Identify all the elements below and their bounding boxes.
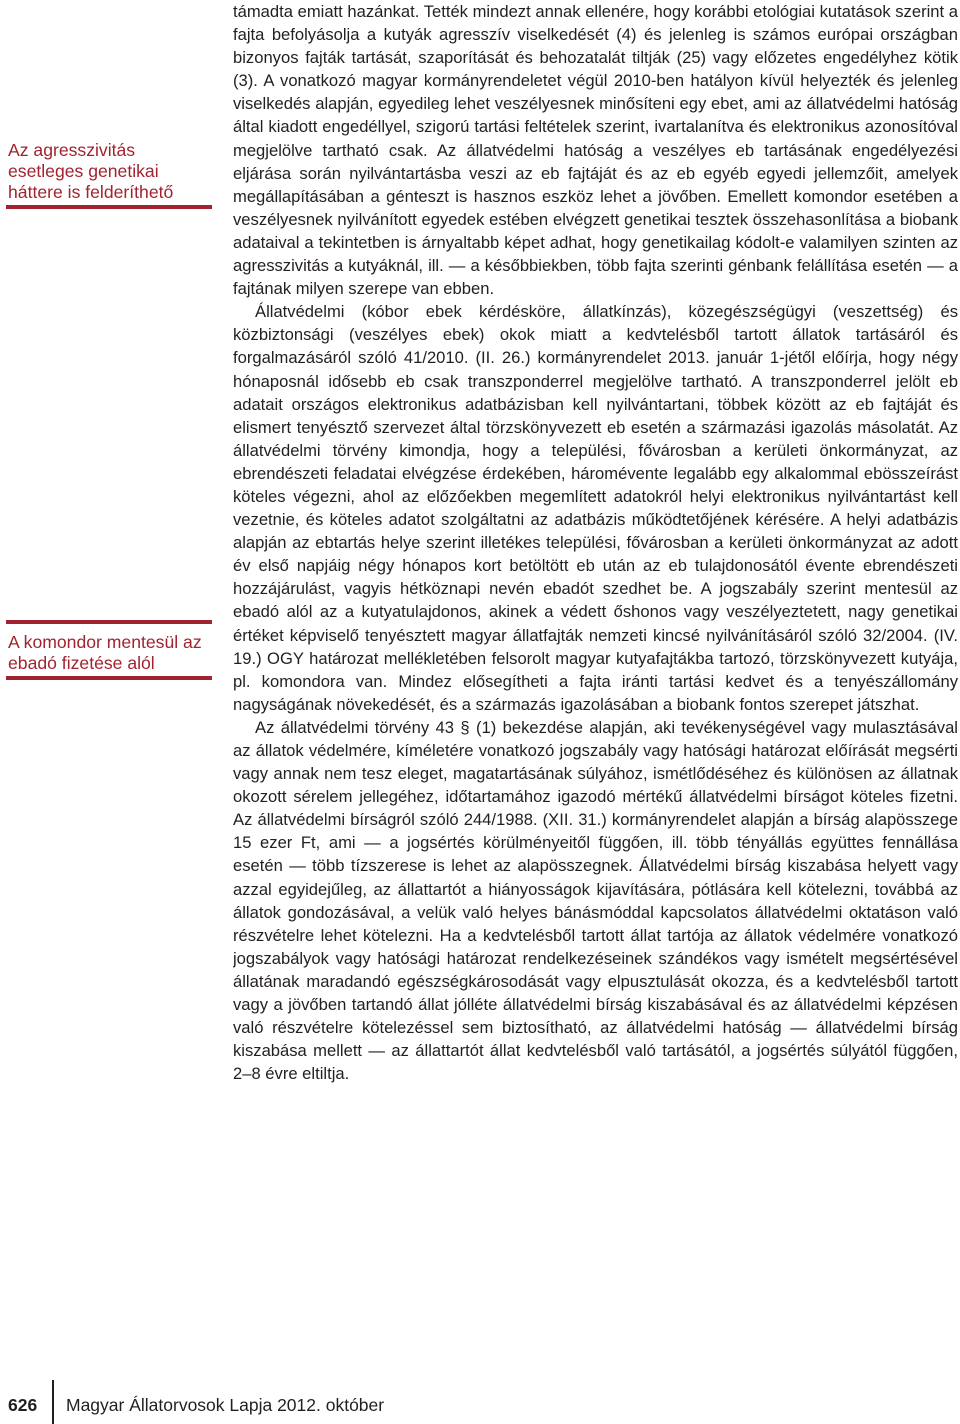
sidebar-rule <box>6 205 212 209</box>
journal-name: Magyar Állatorvosok Lapja 2012. október <box>66 1395 385 1415</box>
sidebar-box-genetics <box>6 140 212 209</box>
page-footer <box>0 1380 960 1424</box>
paragraph: Az állatvédelmi törvény 43 § (1) bekezdése alapján, aki tevékenységével vagy mulasztásával az állatok védelmére, kíméletére vonatkozó jogszabály vagy hatósági határozat előírását megsérti vagy annak nem tesz eleget, magatartásának súlyához, ismétlődéséhez és különösen az állatnak okozott sérelem jellegéhez, időtartamához igazodó mértékű állatvédelmi bírságot köteles fizetni. Az állatvédelmi bírságról szóló 244/1988. (XII. 31.) kormányrendelet alapján a bírság alapösszege 15 ezer Ft, ami — a jogsértés körülményeitől függően, ill. több tényállás együttes fennállása esetén — több tízszerese is lehet az alapösszegnek. Állatvédelmi bírság kiszabása helyett vagy azzal egyidejűleg, az állattartót a hiányosságok kijavítására, pótlására kell kötelezni, továbbá az állatok gondozásával, a velük való helyes bánásmóddal kapcsolatos állatvédelmi oktatáson való részvételre lehet kötelezni. Ha a kedvtelésből tartott állat tartója az állatok védelmére vonatkozó jogszabályok vagy hatósági határozat rendelkezéseinek szándékos vagy ismételt megsértésével állatának maradandó egészségkárosodását vagy elpusztulását okozza, és a kedvtelésből tartott vagy a jövőben tartandó állat jólléte állatvédelmi bírság kiszabásával és az állatvédelmi képzésen való részvételre kötelezéssel sem biztosítható, az állatvédelmi hatóság — állatvédelmi bírság kiszabása mellett — az állattartót állat kedvtelésből való tartásától, a jogsértés súlyától függően, 2–8 évre eltiltja. <box>233 717 958 1084</box>
paragraph: Állatvédelmi (kóbor ebek kérdésköre, állatkínzás), közegészségügyi (veszettség) és közbiztonsági (veszélyes ebek) okok miatt a kedvtelésből tartott állatok tartásáról és forgalmazásáról szóló 41/2010. (II. 26.) kormányrendelet 2013. január 1-jétől előírja, hogy négy hónaposnál idősebb eb csak transzponderrel megjelölve tartható. A transzponderrel jelölt eb adatait országos elektronikus adatbázisban kell nyilvántartani, többek között az eb fajtáját és elismert tenyésztő szervezet által törzskönyvezett eb esetén a származási igazolás másolatát. Az állatvédelmi törvény kimondja, hogy a települési, fővárosban a kerületi önkormányzat, az ebrendészeti feladatai elvégzése érdekében, háromévente legalább egy alkalommal ebösszeírást köteles végezni, ahol az előzőekben megemlített adatokról helyi elektronikus nyilvántartást kell vezetnie, és köteles adatot szolgáltatni az adatbázis működtetőjének kérésére. A helyi adatbázis alapján az ebtartás helye szerint illetékes települési, fővárosban a kerületi önkormányzat az adott év első napjáig négy hónapos kort betöltött eb után az eb tulajdonosától évente ebrendészeti hozzájárulást, vagyis hétköznapi nevén ebadót szedhet be. A jogszabály szerint mentesül az ebadó alól az a kutyatulajdonos, akinek a védett őshonos vagy veszélyeztetett, nagy genetikai értéket képviselő tenyésztett magyar állatfajták nemzeti kincsé nyilvánításáról szóló 32/2004. (IV. 19.) OGY határozat mellékletében felsorolt magyar kutyafajtákba tartozó, törzskönyvezett kutyája, pl. komondora van. Mindez elősegítheti a fajta iránti tartási kedvet és a tenyészállomány nagyságának növekedését, és a származás igazolásában a biobank fontos szerepet játszhat. <box>233 302 958 714</box>
article-body <box>233 0 958 1345</box>
sidebar-heading-genetics: Az agresszivitás esetleges genetikai háttere is felderíthető <box>8 140 174 202</box>
sidebar-rule <box>6 676 212 680</box>
sidebar-heading-tax: A komondor mentesül az ebadó fizetése alól <box>8 632 202 673</box>
paragraph: támadta emiatt hazánkat. Tették mindezt annak ellenére, hogy korábbi etológiai kutatások szerint a fajta befolyásolja a kutyák agresszív viselkedését (4) és jelenleg is számos európai országban bizonyos fajták tartását, szaporítását és behozatalát tiltják (25) vagy előzetes engedélyhez kötik (3). A vonatkozó magyar kormányrendeletet végül 2010-ben hatályon kívül helyezték és jelenleg viselkedés alapján, egyedileg lehet veszélyesnek minősíteni egy ebet, ami az állatvédelmi hatóság által kiadott engedéllyel, szigorú tartási feltételek szerint, ivartalanítva és elektronikus azonosítóval megjelölve tartható csak. Az állatvédelmi hatóság a veszélyes eb tartásának engedélyezési eljárása során nyilvántartásba veszi az eb fajtáját és az eb egyéb egyedi jellemzőit, amelyek megállapításában a génteszt is hasznos eszköz lehet a jövőben. Emellett komondor esetében a veszélyesnek nyilvánított egyedek estében elvégzett genetikai tesztek összehasonlítása a biobank adataival a tekintetben is árnyaltabb képet adhat, hogy genetikailag kódolt-e valamilyen szinten az agresszivitás a kutyáknál, ill. — a későbbiekben, több fajta szerinti génbank felállítása esetén — a fajtának milyen szerepe van ebben. <box>233 2 958 299</box>
page-number: 626 <box>8 1395 38 1415</box>
footer-divider <box>52 1380 54 1424</box>
sidebar-box-tax <box>6 620 212 680</box>
sidebar-rule <box>6 620 212 624</box>
sidebar <box>6 0 212 1340</box>
